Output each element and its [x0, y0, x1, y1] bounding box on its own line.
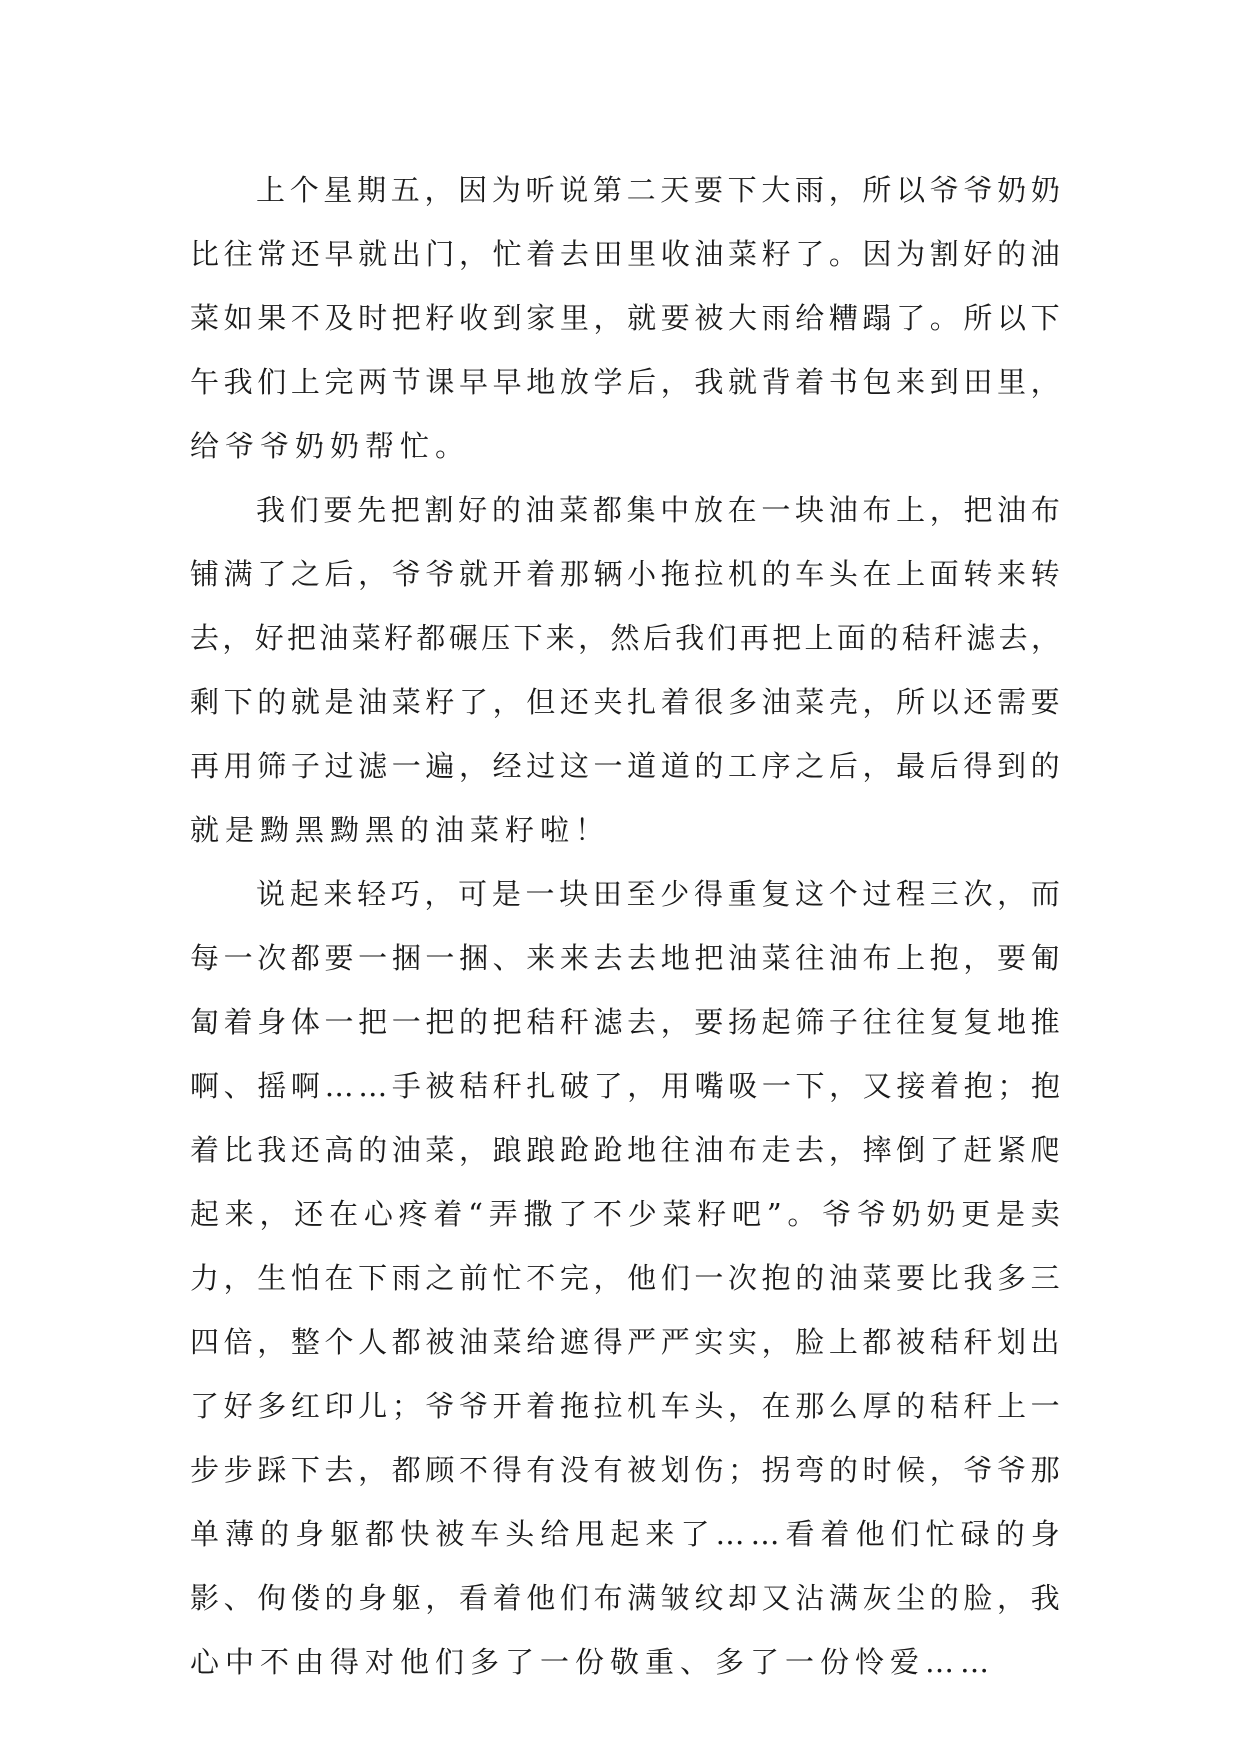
paragraph-3-line-1: 说 起 来 轻 巧 ， 可 是 一 块 田 至 少 得 重 复 这 个 过 程 三 次 ， 而	[256, 877, 1060, 911]
paragraph-3-line-2: 每 一 次 都 要 一 捆 一 捆 、 来 来 去 去 地 把 油 菜 往 油 布 上 抱 ， 要 匍	[190, 941, 1060, 975]
paragraph-2-line-4: 剩 下 的 就 是 油 菜 籽 了 ， 但 还 夹 扎 着 很 多 油 菜 壳 ， 所 以 还 需 要	[190, 685, 1060, 719]
paragraph-2-line-3: 去 ， 好 把 油 菜 籽 都 碾 压 下 来 ， 然 后 我 们 再 把 上 面 的 秸 秆 滤 去 ，	[190, 621, 1060, 655]
paragraph-3-line-8: 四 倍 ， 整 个 人 都 被 油 菜 给 遮 得 严 严 实 实 ， 脸 上 都 被 秸 秆 划 出	[190, 1325, 1060, 1359]
paragraph-3-line-9: 了 好 多 红 印 儿 ； 爷 爷 开 着 拖 拉 机 车 头 ， 在 那 么 厚 的 秸 秆 上 一	[190, 1389, 1060, 1423]
paragraph-2-line-6: 就是黝黑黝黑的油菜籽啦！	[190, 813, 611, 847]
paragraph-1-line-2: 比 往 常 还 早 就 出 门 ， 忙 着 去 田 里 收 油 菜 籽 了 。 因 为 割 好 的 油	[190, 237, 1060, 271]
paragraph-1-line-1: 上 个 星 期 五 ， 因 为 听 说 第 二 天 要 下 大 雨 ， 所 以 爷 爷 奶 奶	[256, 173, 1060, 207]
paragraph-3-line-10: 步 步 踩 下 去 ， 都 顾 不 得 有 没 有 被 划 伤 ； 拐 弯 的 时 候 ， 爷 爷 那	[190, 1453, 1060, 1487]
paragraph-3-line-12: 影 、 佝 偻 的 身 躯 ， 看 着 他 们 布 满 皱 纹 却 又 沾 满 灰 尘 的 脸 ， 我	[190, 1581, 1060, 1615]
paragraph-3-line-7: 力 ， 生 怕 在 下 雨 之 前 忙 不 完 ， 他 们 一 次 抱 的 油 菜 要 比 我 多 三	[190, 1261, 1060, 1295]
paragraph-3-line-6: 起 来 ， 还 在 心 疼 着 “ 弄 撒 了 不 少 菜 籽 吧 ” 。 爷 爷 奶 奶 更 是 卖	[190, 1197, 1060, 1231]
paragraph-2-line-1: 我 们 要 先 把 割 好 的 油 菜 都 集 中 放 在 一 块 油 布 上 ， 把 油 布	[256, 493, 1060, 527]
paragraph-2-line-2: 铺 满 了 之 后 ， 爷 爷 就 开 着 那 辆 小 拖 拉 机 的 车 头 在 上 面 转 来 转	[190, 557, 1060, 591]
paragraph-3-line-3: 匐 着 身 体 一 把 一 把 的 把 秸 秆 滤 去 ， 要 扬 起 筛 子 往 往 复 复 地 推	[190, 1005, 1060, 1039]
paragraph-3-line-4: 啊 、 摇 啊 … … 手 被 秸 秆 扎 破 了 ， 用 嘴 吸 一 下 ， 又 接 着 抱 ； 抱	[190, 1069, 1060, 1103]
paragraph-2-line-5: 再 用 筛 子 过 滤 一 遍 ， 经 过 这 一 道 道 的 工 序 之 后 ， 最 后 得 到 的	[190, 749, 1060, 783]
paragraph-3-line-11: 单 薄 的 身 躯 都 快 被 车 头 给 甩 起 来 了 … … 看 着 他 们 忙 碌 的 身	[190, 1517, 1060, 1551]
paragraph-3-line-13: 心中不由得对他们多了一份敬重、多了一份怜爱……	[190, 1645, 996, 1679]
paragraph-1-line-4: 午 我 们 上 完 两 节 课 早 早 地 放 学 后 ， 我 就 背 着 书 包 来 到 田 里 ，	[190, 365, 1060, 399]
paragraph-1-line-3: 菜 如 果 不 及 时 把 籽 收 到 家 里 ， 就 要 被 大 雨 给 糟 蹋 了 。 所 以 下	[190, 301, 1060, 335]
paragraph-1-line-5: 给爷爷奶奶帮忙。	[190, 429, 471, 463]
paragraph-3-line-5: 着 比 我 还 高 的 油 菜 ， 踉 踉 跄 跄 地 往 油 布 走 去 ， 摔 倒 了 赶 紧 爬	[190, 1133, 1060, 1167]
document-body	[190, 158, 1060, 1694]
